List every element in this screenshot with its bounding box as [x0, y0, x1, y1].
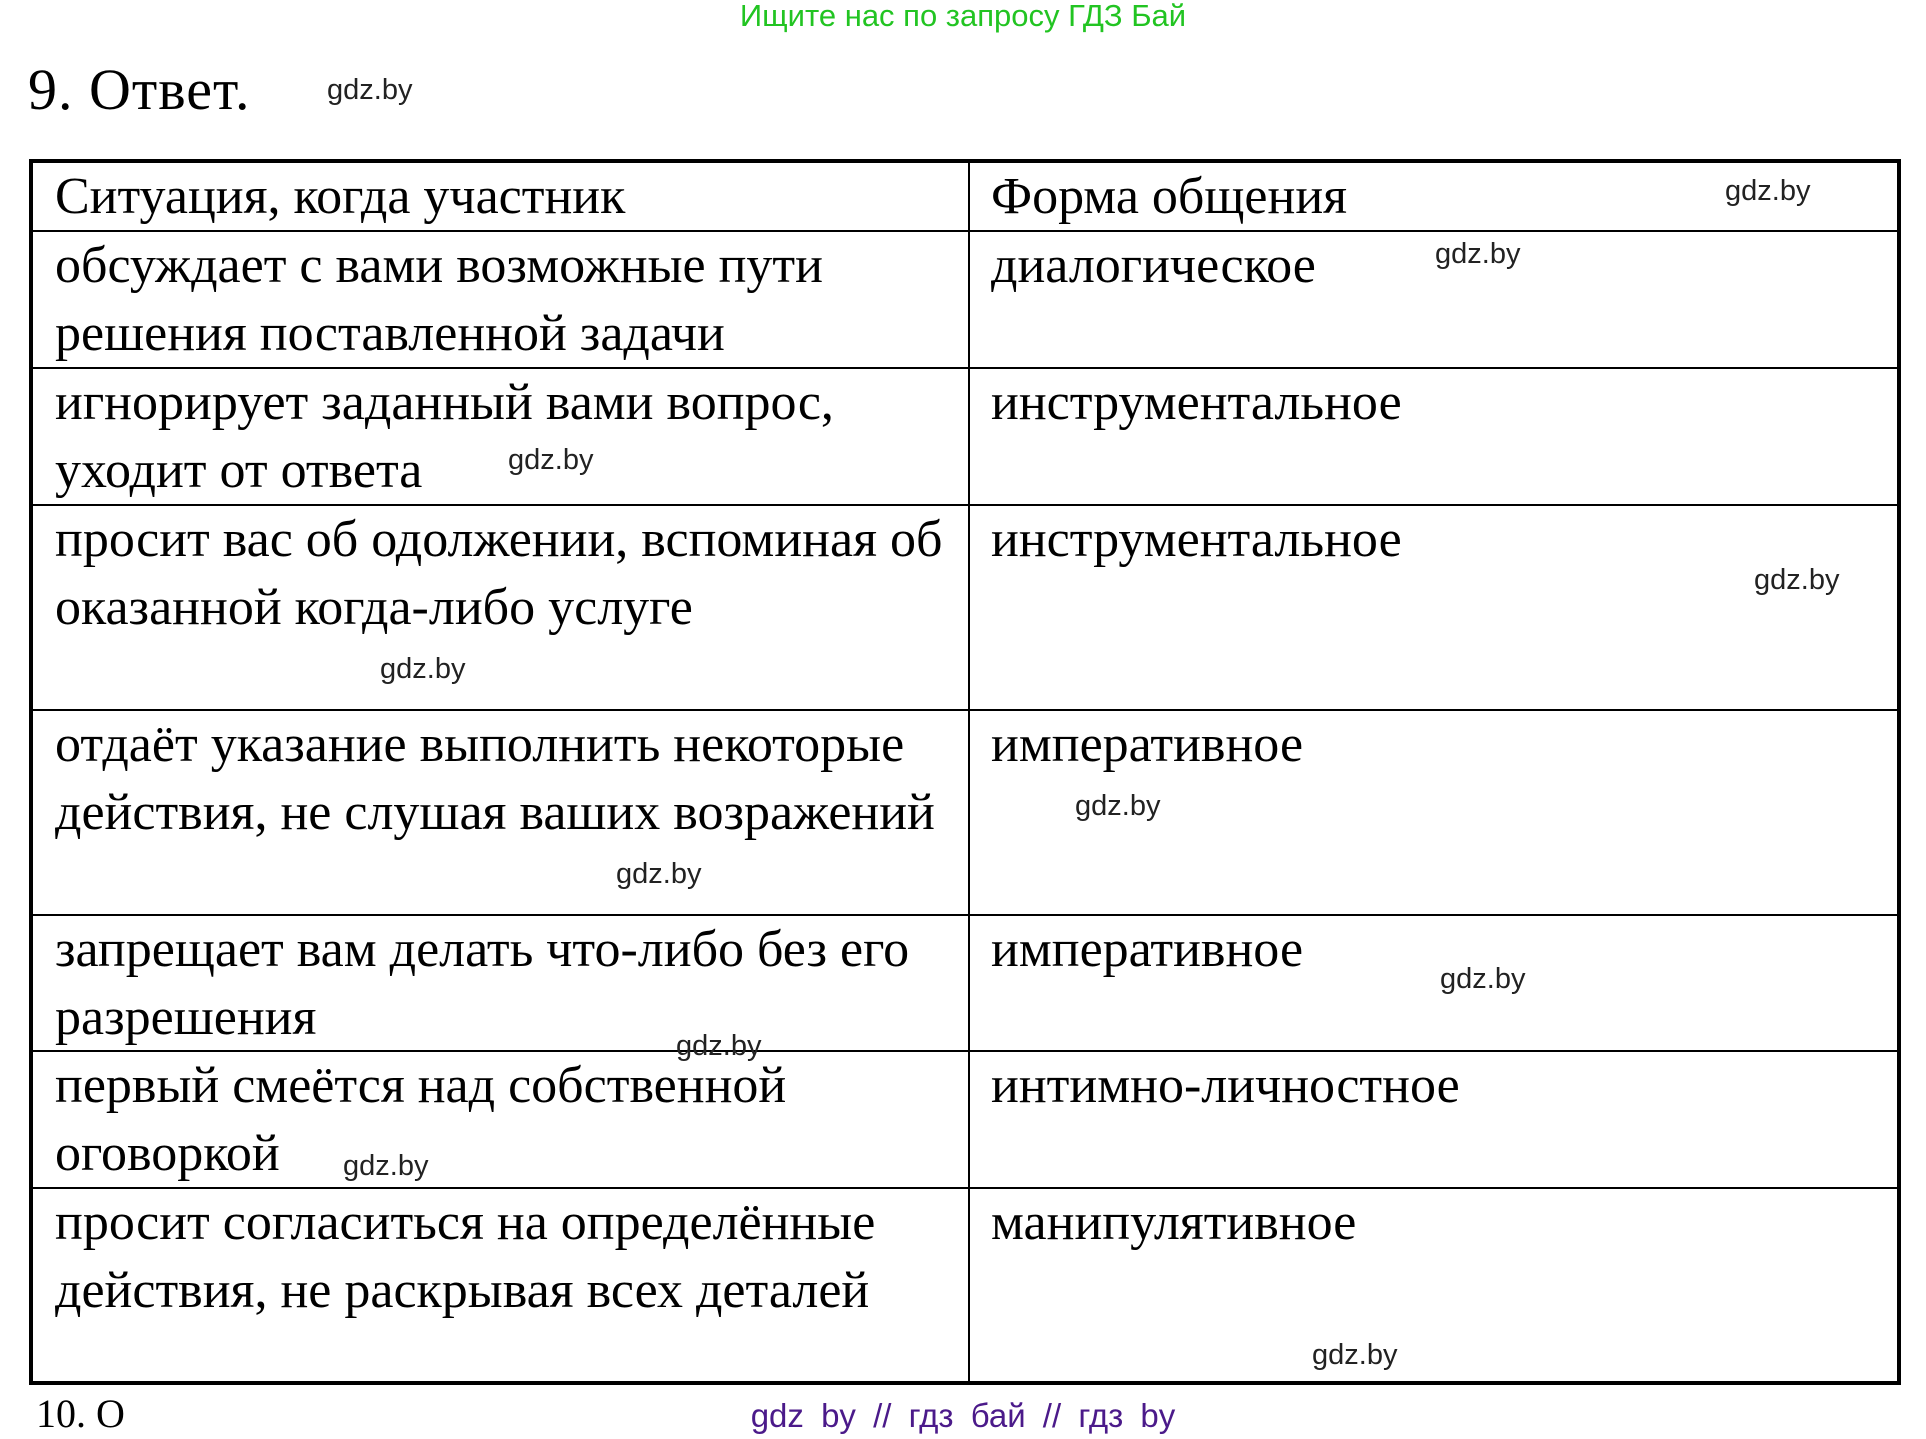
watermark: gdz.by — [1312, 1339, 1398, 1371]
answer-table — [29, 159, 1901, 1385]
form-cell: императивное — [991, 921, 1304, 978]
watermark: gdz.by — [508, 444, 594, 476]
table-row — [33, 367, 1897, 504]
form-cell: инструментальное — [991, 511, 1402, 568]
situation-cell: просит согласиться на определённые действия, не раскрывая всех деталей — [55, 1194, 876, 1319]
watermark: gdz.by — [327, 74, 413, 106]
search-banner: Ищите нас по запросу ГДЗ Бай — [739, 0, 1187, 33]
watermark: gdz.by — [380, 653, 466, 685]
form-cell: императивное — [991, 716, 1304, 773]
watermark: gdz.by — [1725, 175, 1811, 207]
watermark: gdz.by — [616, 858, 702, 890]
watermark: gdz.by — [1075, 790, 1161, 822]
footer-watermark: gdz by // гдз бай // гдз by — [750, 1397, 1176, 1434]
watermark: gdz.by — [676, 1030, 762, 1062]
situation-cell: первый смеётся над собственной оговоркой — [55, 1057, 787, 1182]
watermark: gdz.by — [343, 1150, 429, 1182]
situation-cell: обсуждает с вами возможные пути решения поставленной задачи — [55, 237, 823, 362]
situation-cell: отдаёт указание выполнить некоторые действия, не слушая ваших возражений — [55, 716, 935, 841]
header-form: Форма общения — [991, 168, 1348, 225]
header-situation: Ситуация, когда участник — [55, 168, 626, 225]
watermark: gdz.by — [1435, 238, 1521, 270]
form-cell: диалогическое — [991, 237, 1316, 294]
exercise-title: 9. Ответ. — [28, 57, 251, 122]
next-exercise-partial: 10. О — [36, 1391, 125, 1436]
watermark: gdz.by — [1440, 963, 1526, 995]
situation-cell: запрещает вам делать что-либо без его разрешения — [55, 921, 910, 1046]
table-row — [33, 1187, 1897, 1385]
table-row — [33, 504, 1897, 709]
table-row — [33, 1050, 1897, 1187]
table-header-row — [33, 163, 1897, 232]
form-cell: интимно-личностное — [991, 1057, 1460, 1114]
table-row — [33, 914, 1897, 1050]
form-cell: инструментальное — [991, 374, 1402, 431]
watermark: gdz.by — [1754, 564, 1840, 596]
situation-cell: просит вас об одолжении, вспоминая об оказанной когда-либо услуге — [55, 511, 943, 636]
form-cell: манипулятивное — [991, 1194, 1357, 1251]
table-row — [33, 709, 1897, 914]
situation-cell: игнорирует заданный вами вопрос, уходит от ответа — [55, 374, 834, 499]
table-row — [33, 230, 1897, 367]
